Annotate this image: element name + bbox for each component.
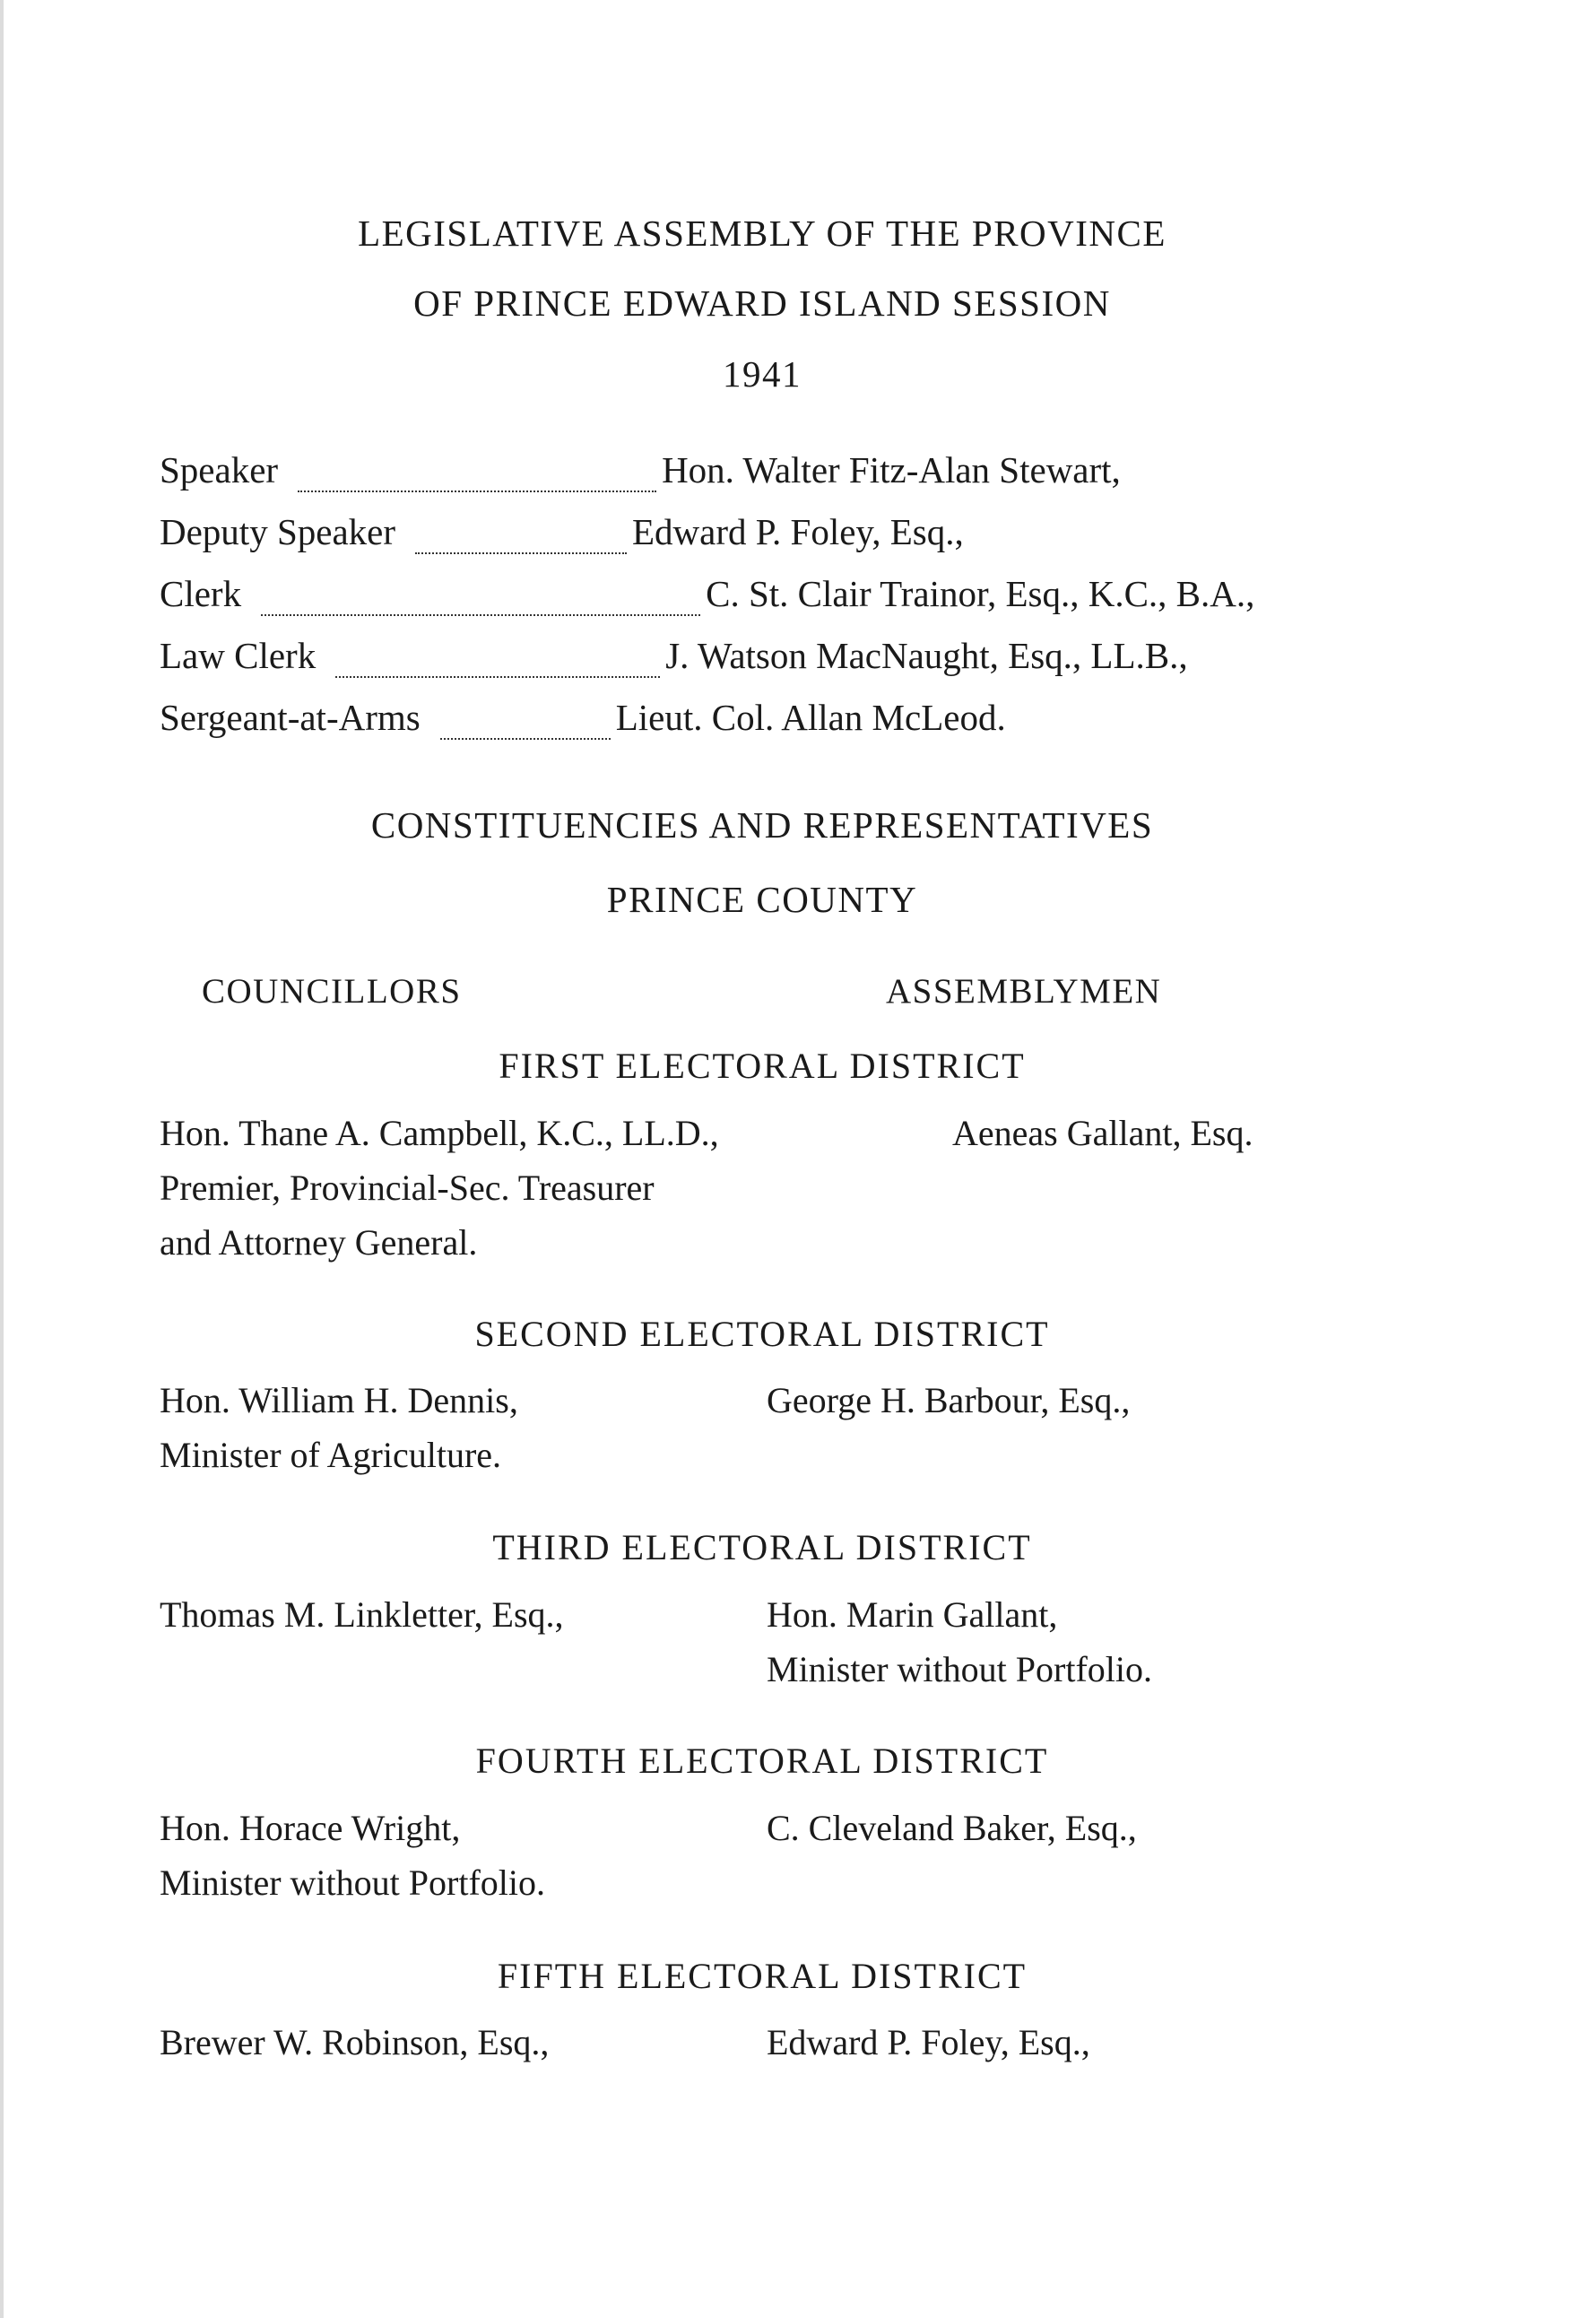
officer-row [160, 696, 1415, 758]
officer-role: Clerk [160, 573, 242, 614]
session-year: 1941 [723, 353, 802, 395]
district-title: FOURTH ELECTORAL DISTRICT [475, 1741, 1049, 1781]
officer-role: Speaker [160, 449, 279, 491]
officer-role: Law Clerk [160, 635, 317, 676]
councillor-line: Minister of Agriculture. [160, 1435, 502, 1475]
title-line-2: OF PRINCE EDWARD ISLAND SESSION [413, 282, 1111, 324]
councillor-line: Brewer W. Robinson, Esq., [160, 2022, 550, 2062]
district-title: THIRD ELECTORAL DISTRICT [492, 1527, 1032, 1567]
officer-role: Sergeant-at-Arms [160, 697, 421, 738]
councillor-line: Hon. William H. Dennis, [160, 1380, 518, 1420]
assemblyman-line: Hon. Marin Gallant, [767, 1594, 1058, 1635]
section-title: CONSTITUENCIES AND REPRESENTATIVES [370, 804, 1154, 846]
assemblymen-column-header: ASSEMBLYMEN [886, 972, 1162, 1011]
dot-leader [261, 614, 700, 616]
officer-role: Deputy Speaker [160, 511, 395, 552]
dot-leader [335, 676, 660, 678]
officer-name: J. Watson MacNaught, Esq., LL.B., [665, 635, 1188, 676]
councillor-line: and Attorney General. [160, 1222, 478, 1263]
officer-name: Lieut. Col. Allan McLeod. [615, 697, 1006, 738]
officer-row [160, 510, 1415, 572]
dot-leader [415, 552, 627, 554]
councillor-line: Hon. Horace Wright, [160, 1808, 461, 1848]
officer-name: C. St. Clair Trainor, Esq., K.C., B.A., [706, 573, 1255, 614]
officer-row [160, 634, 1415, 696]
dot-leader [440, 738, 611, 740]
assemblyman-line: Minister without Portfolio. [767, 1649, 1152, 1689]
district-title: FIFTH ELECTORAL DISTRICT [497, 1956, 1028, 1996]
officer-name: Hon. Walter Fitz-Alan Stewart, [662, 449, 1121, 491]
county-title: PRINCE COUNTY [606, 879, 918, 920]
dot-leader [298, 491, 656, 492]
title-line-1: LEGISLATIVE ASSEMBLY OF THE PROVINCE [358, 213, 1167, 254]
assemblyman-line: George H. Barbour, Esq., [767, 1380, 1131, 1420]
councillor-line: Minister without Portfolio. [160, 1862, 545, 1903]
councillor-line: Thomas M. Linkletter, Esq., [160, 1594, 564, 1635]
assemblyman-line: C. Cleveland Baker, Esq., [767, 1808, 1137, 1848]
officers-list [160, 448, 1415, 758]
councillor-line: Premier, Provincial-Sec. Treasurer [160, 1168, 655, 1208]
assemblyman-line: Edward P. Foley, Esq., [767, 2022, 1090, 2062]
district-title: FIRST ELECTORAL DISTRICT [499, 1046, 1026, 1086]
district-title: SECOND ELECTORAL DISTRICT [474, 1314, 1050, 1354]
officer-row [160, 572, 1415, 634]
councillors-column-header: COUNCILLORS [202, 972, 462, 1011]
assemblyman-line: Aeneas Gallant, Esq. [952, 1113, 1253, 1153]
officer-name: Edward P. Foley, Esq., [632, 511, 964, 552]
officer-row [160, 448, 1415, 510]
councillor-line: Hon. Thane A. Campbell, K.C., LL.D., [160, 1113, 719, 1153]
